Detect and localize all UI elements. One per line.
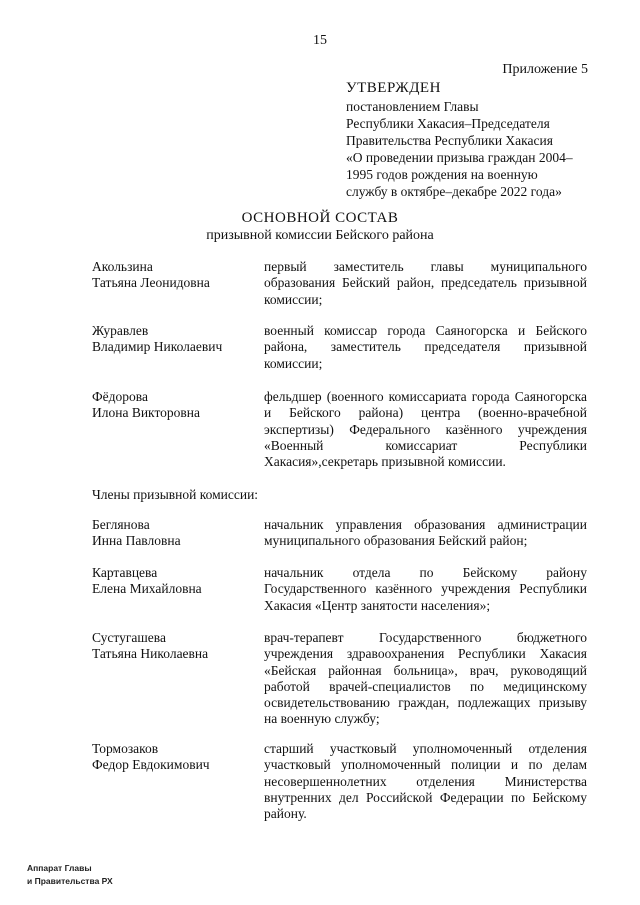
document-title	[0, 209, 640, 245]
approval-block	[346, 80, 596, 200]
given-names: Татьяна Леонидовна	[92, 275, 210, 291]
approval-line: «О проведении призыва граждан 2004–	[346, 150, 573, 165]
stamp-line: Аппарат Главы	[27, 863, 92, 873]
surname: Сустугашева	[92, 630, 166, 645]
person-role: начальник отдела по Бейскому району Государственного казённого учреждения Республики Хакасия «Центр занятости населения»;	[264, 565, 587, 613]
page-number: 15	[313, 33, 327, 48]
person-name	[92, 630, 264, 728]
person-role: начальник управления образования администрации муниципального образования Бейский район;	[264, 517, 587, 549]
registration-stamp	[27, 862, 113, 888]
approval-line: Правительства Республики Хакасия	[346, 133, 553, 148]
given-names: Инна Павловна	[92, 533, 181, 549]
approval-line: Республики Хакасия–Председателя	[346, 116, 550, 131]
person-name	[92, 565, 264, 614]
commission-entry	[92, 259, 592, 308]
surname: Акользина	[92, 259, 153, 274]
members-heading: Члены призывной комиссии:	[92, 487, 259, 502]
title-line-1: ОСНОВНОЙ СОСТАВ	[241, 210, 399, 226]
commission-entry	[92, 741, 592, 822]
commission-entry	[92, 517, 592, 550]
given-names: Владимир Николаевич	[92, 339, 223, 355]
approval-line: 1995 годов рождения на военную	[346, 167, 538, 182]
given-names: Федор Евдокимович	[92, 757, 210, 773]
person-name	[92, 323, 264, 372]
person-name	[92, 389, 264, 470]
person-role: врач-терапевт Государственного бюджетного учреждения здравоохранения Республики Хакасия «Бейская районная больница», врач, руководящий работой врачей-специалистов по медицинскому освидетельствованию граждан, подлежащих призыву на военную службу;	[264, 630, 587, 727]
surname: Беглянова	[92, 517, 150, 532]
surname: Журавлев	[92, 323, 149, 338]
person-role: старший участковый уполномоченный отделения участковый уполномоченный полиции и по делам несовершеннолетних отделения Министерства внутренних дел Российской Федерации по Бейскому району.	[264, 741, 587, 822]
appendix-label: Приложение 5	[502, 62, 588, 77]
person-name	[92, 517, 264, 550]
title-line-2: призывной комиссии Бейского района	[206, 228, 434, 243]
given-names: Татьяна Николаевна	[92, 646, 209, 662]
commission-entry	[92, 565, 592, 614]
approval-heading: УТВЕРЖДЕН	[346, 80, 441, 96]
surname: Тормозаков	[92, 741, 159, 756]
person-role: первый заместитель главы муниципального образования Бейский район, председатель призывной комиссии;	[264, 259, 587, 307]
commission-entry	[92, 389, 592, 470]
approval-line: службу в октябре–декабре 2022 года»	[346, 184, 562, 199]
surname: Фёдорова	[92, 389, 148, 404]
given-names: Илона Викторовна	[92, 405, 200, 421]
commission-entry	[92, 630, 592, 728]
person-role: фельдшер (военного комиссариата города Саяногорска и Бейского района) центра (военно-врачебной экспертизы) Федерального казённого учреждения «Военный комиссариат Республики Хакасия»,секретарь призывной комиссии.	[264, 389, 587, 470]
approval-line: постановлением Главы	[346, 99, 479, 114]
given-names: Елена Михайловна	[92, 581, 202, 597]
person-name	[92, 741, 264, 822]
stamp-line: и Правительства РХ	[27, 876, 113, 886]
person-name	[92, 259, 264, 308]
commission-entry	[92, 323, 592, 372]
person-role: военный комиссар города Саяногорска и Бейского района, заместитель председателя призывной комиссии;	[264, 323, 587, 371]
surname: Картавцева	[92, 565, 158, 580]
